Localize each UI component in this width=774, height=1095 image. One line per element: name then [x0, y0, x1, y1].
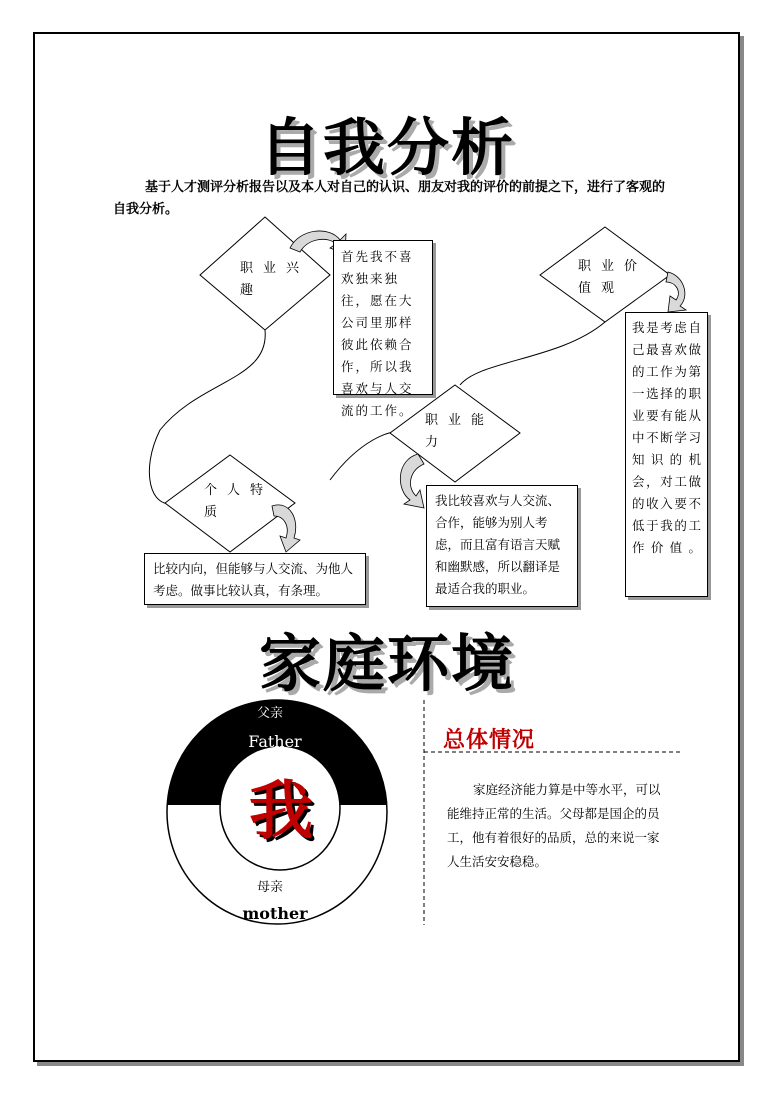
curved-arrow-icon [666, 272, 686, 312]
connector-curve [330, 432, 400, 480]
self-analysis-title: 自我分析 [258, 111, 515, 184]
curved-arrow-icon [272, 505, 300, 552]
interest-text-box: 首先我不喜欢独来独往，愿在大公司里那样彼此依赖合作，所以我喜欢与人交流的工作。 [333, 240, 433, 395]
intro-paragraph: 基于人才测评分析报告以及本人对自己的认识、朋友对我的评价的前提之下，进行了客观的自我分析。 [113, 180, 666, 217]
curved-arrow-icon [400, 454, 424, 508]
summary-heading: 总体情况 [443, 728, 536, 753]
mother-cn-label: 母亲 [256, 880, 283, 895]
interest-label: 职业兴趣 [240, 261, 310, 298]
family-title: 家庭环境 [258, 627, 515, 700]
value-text-box: 我是考虑自己最喜欢做的工作为第一选择的职业要有能从中不断学习知识的机会，对工做的收入要不低于我的工作价值。 [625, 312, 708, 597]
mother-en-label: mother [242, 904, 308, 923]
personality-text-box: 比较内向，但能够与人交流、为他人考虑。做事比较认真，有条理。 [144, 553, 366, 605]
father-en-label: Father [248, 732, 302, 751]
ability-label: 职业能力 [425, 413, 495, 450]
personality-label: 个人特质 [204, 483, 274, 520]
me-label: 我 [249, 774, 313, 849]
father-cn-label: 父亲 [256, 706, 283, 721]
ability-text-box: 我比较喜欢与人交流、合作，能够为别人考虑，而且富有语言天赋和幽默感，所以翻译是最适合我的职业。 [426, 485, 578, 607]
value-label: 职业价值观 [578, 259, 648, 296]
summary-text: 家庭经济能力算是中等水平，可以能维持正常的生活。父母都是国企的员工，他有着很好的品质，总的来说一家人生活安安稳稳。 [447, 782, 661, 869]
connector-curve [460, 322, 605, 385]
